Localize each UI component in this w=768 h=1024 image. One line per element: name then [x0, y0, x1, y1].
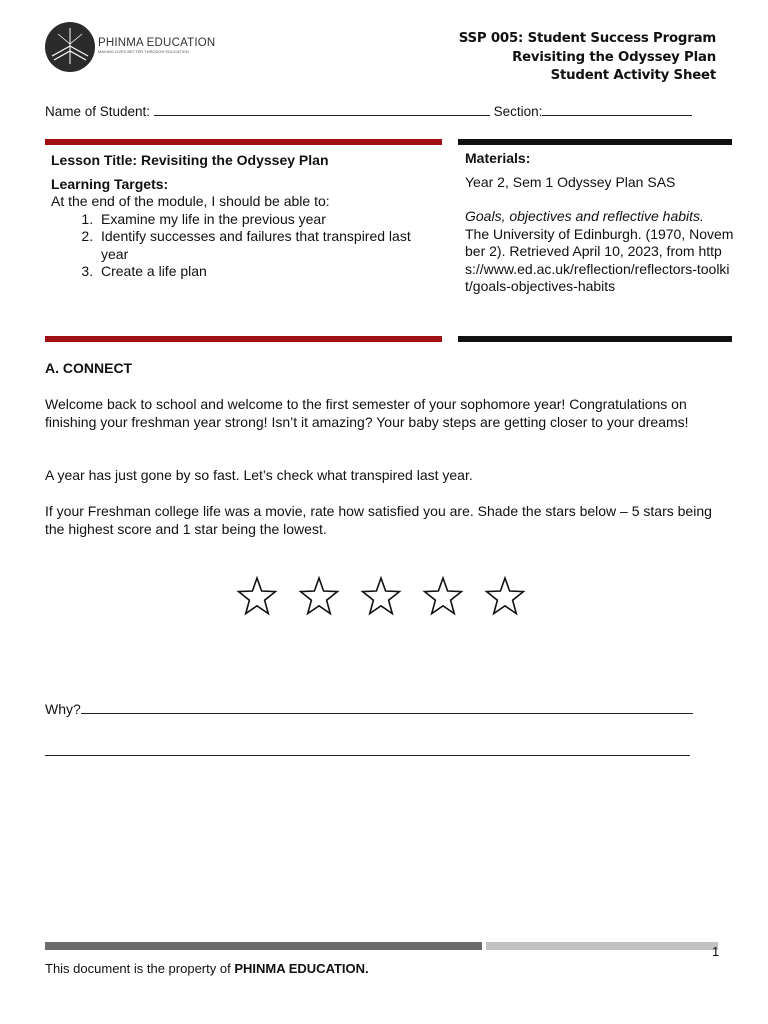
star-outline-icon[interactable] — [298, 575, 340, 617]
phinma-education-logo — [44, 20, 224, 76]
connect-heading: A. CONNECT — [45, 360, 133, 376]
lesson-box — [51, 152, 436, 281]
materials-heading: Materials: — [465, 150, 531, 166]
connect-paragraph: Welcome back to school and welcome to the first semester of your sophomore year! Congratulations on finishing your freshman year strong! Isn’t it amazing? Your baby steps are getting closer to your dreams! — [45, 396, 689, 430]
materials-box — [465, 150, 735, 296]
section-blank[interactable] — [542, 101, 692, 116]
why-answer-blank[interactable] — [81, 699, 693, 714]
logo-name: PHINMA EDUCATION — [98, 37, 216, 49]
sheet-type: Student Activity Sheet — [550, 68, 716, 83]
student-info-line — [45, 101, 692, 119]
connect-paragraph: A year has just gone by so fast. Let’s check what transpired last year. — [45, 467, 473, 483]
page-number: 1 — [712, 944, 720, 959]
star-outline-icon[interactable] — [422, 575, 464, 617]
section-label: Section: — [493, 104, 543, 119]
learning-target-item: 1. Examine my life in the previous year — [97, 211, 436, 229]
name-blank[interactable] — [154, 101, 490, 116]
star-outline-icon[interactable] — [484, 575, 526, 617]
lesson-bottom-bar — [45, 336, 442, 342]
learning-targets-list — [21, 211, 436, 281]
name-label: Name of Student: — [45, 104, 151, 119]
footer-property-notice — [45, 961, 369, 976]
why-line — [45, 699, 693, 717]
footer-bar-light — [486, 942, 718, 950]
why-line-continued — [45, 741, 690, 759]
materials-top-bar — [458, 139, 732, 145]
learning-target-item: 3. Create a life plan — [97, 263, 436, 281]
why-answer-blank-2[interactable] — [45, 741, 690, 756]
logo-tagline: MAKING LIVES BETTER THROUGH EDUCATION — [98, 49, 189, 54]
connect-paragraph: If your Freshman college life was a movie, rate how satisfied you are. Shade the stars below – 5 stars being the highest score and 1 star being the lowest. — [45, 503, 712, 537]
document-header — [459, 30, 716, 86]
lesson-title: Lesson Title: Revisiting the Odyssey Plan — [51, 152, 329, 168]
course-title: SSP 005: Student Success Program — [458, 31, 716, 46]
footer-property-owner: PHINMA EDUCATION. — [234, 961, 369, 976]
lesson-header-title: Revisiting the Odyssey Plan — [512, 49, 716, 65]
learning-targets-heading: Learning Targets: — [51, 175, 169, 192]
materials-item: Year 2, Sem 1 Odyssey Plan SAS — [465, 173, 676, 190]
lesson-top-bar — [45, 139, 442, 145]
learning-target-item: 2. Identify successes and failures that transpired last year — [97, 228, 436, 263]
footer-property-prefix: This document is the property of — [45, 961, 231, 976]
star-outline-icon[interactable] — [360, 575, 402, 617]
materials-bottom-bar — [458, 336, 732, 342]
footer-bar-dark — [45, 942, 482, 950]
why-label: Why? — [45, 701, 81, 717]
reference-body: The University of Edinburgh. (1970, November 2). Retrieved April 10, 2023, from https://www.ed.ac.uk/reflection/reflectors-toolkit/goals-objectives-habits — [465, 225, 734, 294]
star-outline-icon[interactable] — [236, 575, 278, 617]
learning-targets-intro: At the end of the module, I should be able to: — [51, 193, 330, 209]
star-rating — [236, 575, 536, 617]
reference-title: Goals, objectives and reflective habits. — [465, 208, 704, 224]
